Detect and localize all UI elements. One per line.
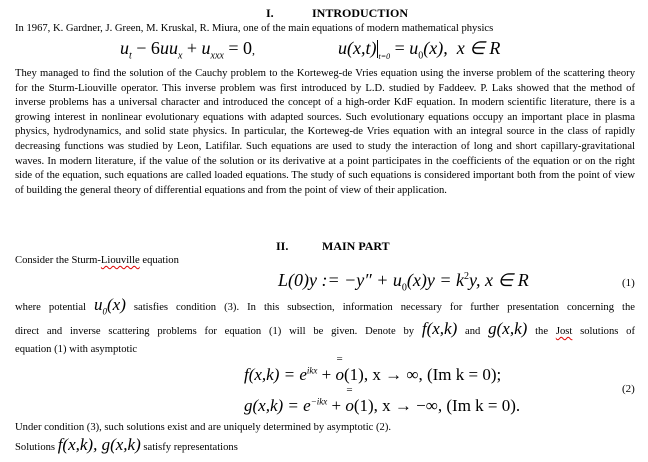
math-g: g(x,k)	[488, 319, 528, 338]
equation-number-1: (1)	[622, 277, 635, 289]
spellcheck-word[interactable]: Liouville	[100, 255, 140, 266]
math-sub: 0	[102, 306, 107, 317]
equation-2-f	[244, 365, 501, 385]
eq-little-o: = o	[345, 396, 354, 416]
eq-op: +	[327, 396, 346, 415]
text: Consider the Sturm-	[15, 255, 101, 266]
equation-1	[278, 270, 529, 294]
text: equation	[139, 255, 179, 266]
eq-punct: ,	[252, 43, 256, 57]
spellcheck-word[interactable]: Jost	[555, 326, 573, 337]
eq-term: uu	[159, 38, 178, 58]
eq-sub: t	[129, 50, 132, 62]
section-heading-main-part	[276, 239, 390, 254]
eq-exp: ikx	[306, 365, 318, 376]
text: and	[457, 326, 489, 337]
eq-term: (1), x → ∞, (Im k = 0);	[344, 365, 502, 384]
section-heading-introduction	[266, 6, 408, 21]
equation-number-2: (2)	[622, 383, 635, 395]
eq-domain: x ∈ R	[456, 38, 501, 58]
eq-sub: t=0	[378, 51, 391, 61]
initial-condition-equation	[338, 38, 500, 62]
text: direct and inverse scattering problems for equation (1) will be given. Denote by	[15, 326, 422, 337]
eq-sub: x	[177, 50, 183, 62]
section-number: I.	[266, 6, 274, 20]
eq-term: (1), x → −∞, (Im k = 0).	[353, 396, 521, 415]
eq-args: (x,t)	[347, 38, 377, 58]
section-title: INTRODUCTION	[312, 6, 409, 20]
eq-term: u	[338, 38, 347, 58]
intro-paragraph: They managed to find the solution of the Cauchy problem to the Korteweg-de Vries equation using the inverse problem of the scattering theory for the Sturm-Liouville operator. This inverse problem was first introduced by L.D. studied by Faddeev. P. Laks showed that the method of inverse problems has a universal character and introduced the concept of a high-order KdF equation. In modern scientific literature, there is a growing interest in nonlinear evolutionary equations with adapted sources. Such evolutionary equations occupy an important place in plasma physics, hydrodynamics, and solid state physics. In particular, the Korteweg-de Vries equation with an integral source in the class of rapidly decreasing functions was studied by Leon, Latifilar. Such equations are used to study the interaction of long and short capillary-gravitational waves. In modern literature, if the value of the solution or its derivative at a point participates in the coefficients of the equation or on the right side of the equation, such equations are called loaded equations. The study of such equations is considered important both from the point of view of building the general theory of differential equations and from the point of view of their application.	[15, 68, 635, 196]
text: satisfies condition (3). In this subsection, information necessary for further presentation concerning the	[125, 302, 635, 313]
math-args: (x)	[107, 295, 126, 314]
under-condition-line: Under condition (3), such solutions exist and are uniquely determined by asymptotic (2).	[15, 422, 391, 433]
potential-line	[15, 295, 635, 318]
consider-line	[15, 254, 179, 268]
solutions-line	[15, 435, 238, 455]
text: where potential	[15, 302, 94, 313]
equation-2-g	[244, 396, 520, 416]
eq-op: − 6	[131, 38, 160, 58]
eq-sub: 0	[401, 282, 407, 294]
eq-op: +	[317, 365, 336, 384]
eq-op: = 0	[223, 38, 253, 58]
eq-args: (x),	[423, 38, 448, 58]
direct-line	[15, 319, 635, 339]
eq-term: L(0)y := −y″ + u	[278, 270, 402, 290]
asymptotic-line: equation (1) with asymptotic	[15, 344, 138, 355]
text: satisfy representations	[140, 442, 238, 453]
eq-term: u	[201, 38, 211, 58]
eq-term: u	[409, 38, 419, 58]
eq-op: +	[182, 38, 202, 58]
math-f: f(x,k)	[421, 319, 458, 338]
eq-sub: 0	[418, 50, 424, 62]
kdv-equation	[120, 38, 255, 62]
section-number: II.	[276, 239, 289, 253]
text: the	[527, 326, 556, 337]
math-solutions: f(x,k), g(x,k)	[57, 435, 141, 454]
eq-term: (x)y = k	[406, 270, 465, 290]
eq-sup: 2	[464, 271, 470, 282]
eq-term: g(x,k) = e	[244, 396, 311, 415]
eq-op: =	[390, 38, 410, 58]
eq-little-o: = o	[336, 365, 345, 385]
eq-exp: −ikx	[310, 396, 328, 407]
text: solutions of	[572, 326, 635, 337]
eq-term: y, x ∈ R	[469, 270, 529, 290]
eq-sub: xxx	[210, 50, 224, 62]
eq-term: u	[120, 38, 129, 58]
section-title: MAIN PART	[322, 239, 390, 253]
math-u: u	[94, 295, 103, 314]
text: Solutions	[15, 442, 58, 453]
intro-line: In 1967, K. Gardner, J. Green, M. Kruskal, R. Miura, one of the main equations of modern mathematical physics	[15, 23, 494, 34]
eq-term: f(x,k) = e	[244, 365, 307, 384]
